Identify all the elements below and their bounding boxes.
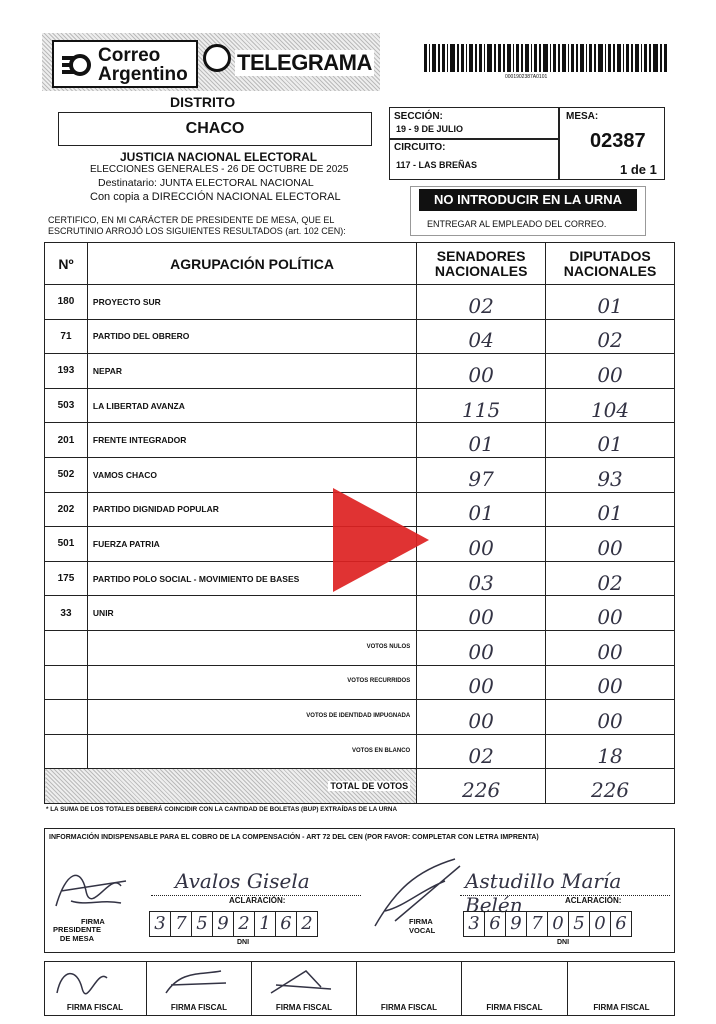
distrito-label: DISTRITO [170,94,236,110]
dni-digit[interactable]: 2 [234,912,255,936]
dni-digit[interactable]: 3 [150,912,171,936]
party-name: PARTIDO POLO SOCIAL - MOVIMIENTO DE BASES [87,561,416,596]
logo-line1: Correo [98,45,161,66]
fiscal-cell-2 [147,961,252,1016]
diputados-value[interactable]: 18 [546,734,675,769]
party-name: PROYECTO SUR [87,285,416,320]
fiscal-signature-1 [52,963,112,999]
senadores-value[interactable]: 00 [417,665,546,700]
total-row [45,769,675,804]
barcode [424,44,668,72]
empty-cell [45,665,88,700]
party-number: 502 [45,457,88,492]
senadores-value[interactable]: 00 [417,354,546,389]
dni-digit[interactable]: 6 [485,912,506,936]
party-number: 193 [45,354,88,389]
fiscal-label: FIRMA FISCAL [170,1003,228,1012]
special-label [87,734,416,769]
dni-digit[interactable]: 9 [506,912,527,936]
fiscal-label: FIRMA FISCAL [66,1003,124,1012]
fiscal-cell-6 [568,961,675,1016]
dni-digit[interactable]: 6 [611,912,632,936]
senadores-value[interactable]: 97 [417,457,546,492]
dni-digit[interactable]: 6 [276,912,297,936]
seccion-value: 19 - 9 DE JULIO [396,124,464,134]
party-number: 201 [45,423,88,458]
dni-digit[interactable]: 9 [213,912,234,936]
diputados-value[interactable]: 93 [546,457,675,492]
party-name: PARTIDO DIGNIDAD POPULAR [87,492,416,527]
party-number: 33 [45,596,88,631]
nulos-label: VOTOS NULOS [366,643,411,650]
table-row [45,423,675,458]
dni-digit[interactable]: 7 [171,912,192,936]
party-name: UNIR [87,596,416,631]
play-icon[interactable] [333,488,429,592]
diputados-value[interactable]: 00 [546,527,675,562]
diputados-value[interactable]: 00 [546,665,675,700]
dni-label-2: DNI [557,939,570,946]
diputados-value[interactable]: 01 [546,492,675,527]
senadores-value[interactable]: 01 [417,423,546,458]
senadores-value[interactable]: 04 [417,319,546,354]
diputados-value[interactable]: 00 [546,354,675,389]
entregar-box [410,186,646,236]
table-header [45,243,675,285]
special-row [45,665,675,700]
diputados-value[interactable]: 02 [546,561,675,596]
senadores-value[interactable]: 03 [417,561,546,596]
special-label [87,665,416,700]
president-signature [51,861,131,915]
telegram-icon [203,44,231,72]
party-name: FUERZA PATRIA [87,527,416,562]
fiscal-cell-3 [252,961,357,1016]
telegram-title: TELEGRAMA [237,50,372,75]
presidente-label: PRESIDENTE DE MESA [53,925,101,943]
seccion-divider [558,108,560,180]
barcode-text: 0001902387A0101 [505,74,548,80]
no-introducir-text: NO INTRODUCIR EN LA URNA [433,192,622,207]
diputados-value[interactable]: 01 [546,285,675,320]
col-n: Nº [45,243,88,285]
distrito-value [58,112,372,146]
table-row [45,457,675,492]
dni-digit[interactable]: 5 [569,912,590,936]
justicia-title: JUSTICIA NACIONAL ELECTORAL [120,150,318,164]
fiscal-label: FIRMA FISCAL [486,1003,543,1012]
mesa-label: MESA: [566,111,599,122]
senadores-value[interactable]: 00 [417,527,546,562]
aclaracion-label-1: ACLARACIÓN: [229,896,286,905]
diputados-value[interactable]: 00 [546,700,675,735]
fiscal-signature-2 [161,965,231,999]
seccion-label: SECCIÓN: [394,111,443,122]
vocal-label: FIRMA VOCAL [409,917,436,935]
table-row [45,319,675,354]
dni-digit[interactable]: 0 [590,912,611,936]
vocal-name[interactable]: Astudillo María Belén [465,869,622,917]
diputados-value[interactable]: 00 [546,596,675,631]
party-number: 503 [45,388,88,423]
copia-text: Con copia a DIRECCIÓN NACIONAL ELECTORAL [90,191,341,203]
dni-digit[interactable]: 1 [255,912,276,936]
empty-cell [45,630,88,665]
special-row [45,734,675,769]
table-row [45,596,675,631]
party-name: PARTIDO DEL OBRERO [87,319,416,354]
president-dni-boxes [149,911,318,937]
party-name: NEPAR [87,354,416,389]
dni-digit[interactable]: 5 [192,912,213,936]
dni-label-1: DNI [237,939,250,946]
total-senadores[interactable]: 226 [417,769,546,804]
firma-label: FIRMA [81,917,105,926]
party-number: 180 [45,285,88,320]
party-name: VAMOS CHACO [87,457,416,492]
party-name: FRENTE INTEGRADOR [87,423,416,458]
certifico-text: CERTIFICO, EN MI CARÁCTER DE PRESIDENTE DE MESA, QUE EL ESCRUTINIO ARROJÓ LOS SIGUIENTES RESULTADOS (art. 102 CEN): [48,215,346,236]
page-count: 1 de 1 [620,162,657,177]
party-number: 202 [45,492,88,527]
footnote: * LA SUMA DE LOS TOTALES DEBERÁ COINCIDIR CON LA CANTIDAD DE BOLETAS (BUP) EXTRAÍDAS DE LA URNA [46,806,397,813]
dni-digit[interactable]: 0 [548,912,569,936]
logo-line2: Argentino [98,64,188,85]
entregar-text: ENTREGAR AL EMPLEADO DEL CORREO. [427,219,607,229]
correo-logo-icon [58,48,92,82]
senadores-value[interactable]: 00 [417,596,546,631]
fiscal-cell-1 [44,961,147,1016]
distrito-text: CHACO [185,120,245,137]
table-row [45,285,675,320]
table-row [45,354,675,389]
col-diputados: DIPUTADOS NACIONALES [546,243,675,285]
circuito-divider [390,138,558,140]
total-diputados[interactable]: 226 [546,769,675,804]
recurridos-label: VOTOS RECURRIDOS [347,678,411,685]
senadores-value[interactable]: 00 [417,700,546,735]
elecciones-text: ELECCIONES GENERALES - 26 DE OCTUBRE DE 2025 [90,164,349,175]
correo-logo [52,40,198,88]
diputados-value[interactable]: 104 [546,388,675,423]
fiscal-label: FIRMA FISCAL [275,1003,333,1012]
total-label-cell [45,769,417,804]
senadores-value[interactable]: 00 [417,630,546,665]
fiscal-cell-4 [357,961,462,1016]
fiscal-cell-5 [462,961,568,1016]
dni-digit[interactable]: 2 [297,912,318,936]
dni-digit[interactable]: 7 [527,912,548,936]
president-name[interactable]: Avalos Gisela [175,869,310,893]
empty-cell [45,734,88,769]
special-row [45,630,675,665]
senadores-value[interactable]: 02 [417,285,546,320]
special-label [87,630,416,665]
fiscal-label: FIRMA FISCAL [380,1003,438,1012]
vocal-dni-boxes [463,911,632,937]
special-label [87,700,416,735]
aclaracion-label-2: ACLARACIÓN: [565,896,622,905]
total-label: TOTAL DE VOTOS [330,781,409,792]
seccion-box [389,107,665,180]
empty-cell [45,700,88,735]
col-party: AGRUPACIÓN POLÍTICA [87,243,416,285]
mesa-value: 02387 [590,130,646,152]
fiscal-label: FIRMA FISCAL [593,1003,650,1012]
senadores-value[interactable]: 115 [417,388,546,423]
fiscal-signature-3 [266,963,336,999]
impugnada-label: VOTOS DE IDENTIDAD IMPUGNADA [306,713,411,720]
party-number: 501 [45,527,88,562]
dni-digit[interactable]: 3 [464,912,485,936]
circuito-label: CIRCUITO: [394,142,446,153]
special-row [45,700,675,735]
col-senadores: SENADORES NACIONALES [417,243,546,285]
diputados-value[interactable]: 01 [546,423,675,458]
party-number: 71 [45,319,88,354]
senadores-value[interactable]: 01 [417,492,546,527]
signatures-box [44,828,675,953]
info-text: INFORMACIÓN INDISPENSABLE PARA EL COBRO DE LA COMPENSACIÓN - ART 72 DEL CEN (POR FAVOR: COMPLETAR CON LETRA IMPRENTA) [49,834,539,841]
table-row [45,388,675,423]
circuito-value: 117 - LAS BREÑAS [396,160,478,170]
blanco-label: VOTOS EN BLANCO [351,747,411,754]
diputados-value[interactable]: 00 [546,630,675,665]
senadores-value[interactable]: 02 [417,734,546,769]
party-number: 175 [45,561,88,596]
party-name: LA LIBERTAD AVANZA [87,388,416,423]
destinatario-text: Destinatario: JUNTA ELECTORAL NACIONAL [98,177,314,189]
diputados-value[interactable]: 02 [546,319,675,354]
